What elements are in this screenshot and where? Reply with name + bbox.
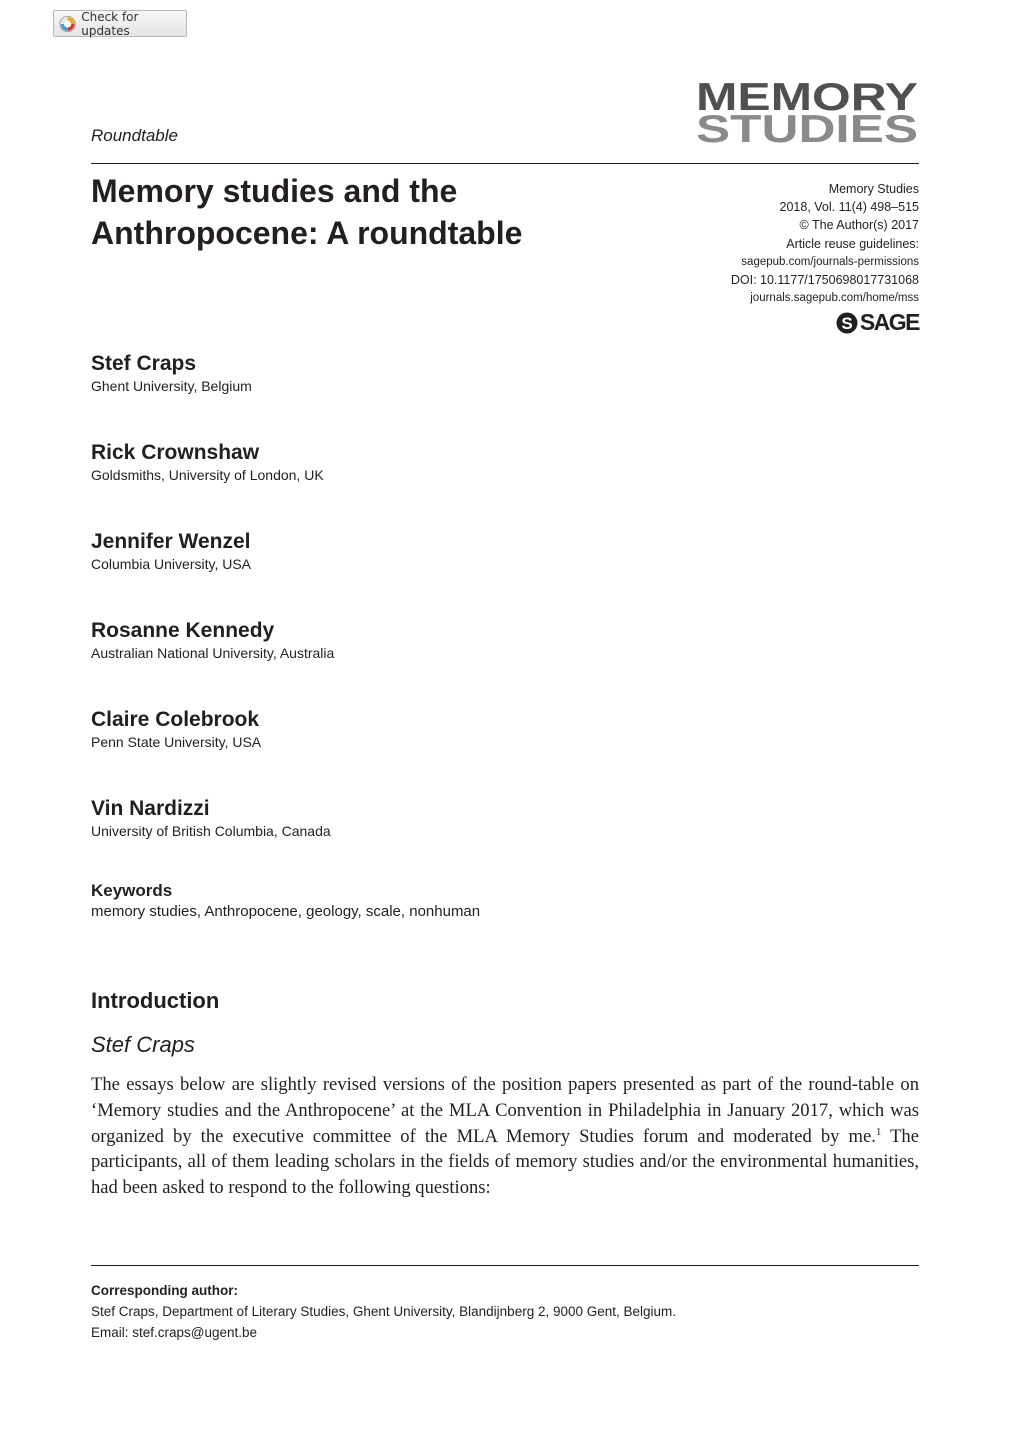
- paragraph-text-cont: The participants, all of them leading scholars in the fields of memory studies and/or the environmental humanities, had been asked to respond to the following questions:: [91, 1125, 919, 1199]
- keywords-heading: Keywords: [91, 881, 173, 900]
- section-heading: Introduction: [91, 988, 220, 1013]
- corresponding-email[interactable]: Email: stef.craps@ugent.be: [91, 1325, 258, 1340]
- header-rule: [91, 163, 919, 164]
- author-block: [91, 440, 691, 484]
- copyright: © The Author(s) 2017: [799, 218, 919, 233]
- author-block: [91, 707, 691, 751]
- author-affiliation: University of British Columbia, Canada: [91, 823, 331, 839]
- author-affiliation: Ghent University, Belgium: [91, 378, 252, 394]
- author-block: [91, 351, 691, 395]
- reuse-guidelines: Article reuse guidelines:: [786, 236, 919, 251]
- journal-name: Memory Studies: [828, 182, 919, 196]
- article-title: [91, 170, 651, 254]
- article-meta: [731, 180, 919, 307]
- corresponding-heading: Corresponding author:: [91, 1283, 238, 1298]
- author-name: Claire Colebrook: [91, 708, 260, 731]
- author-name: Rosanne Kennedy: [91, 619, 275, 642]
- journal-logo: [692, 78, 920, 146]
- section-label: Roundtable: [91, 126, 178, 145]
- doi[interactable]: DOI: 10.1177/1750698017731068: [730, 273, 919, 288]
- author-block: [91, 618, 691, 662]
- volume-info: 2018, Vol. 11(4) 498–515: [779, 200, 919, 215]
- check-for-updates-button[interactable]: [53, 10, 187, 37]
- publisher-name: SAGE: [859, 309, 919, 335]
- permissions-link[interactable]: sagepub.com/journals-permissions: [741, 255, 919, 268]
- corresponding-address: Stef Craps, Department of Literary Studies, Ghent University, Blandijnberg 2, 9000 Gent, Belgium.: [91, 1304, 677, 1319]
- title-line-2: Anthropocene: A roundtable: [91, 215, 523, 251]
- author-affiliation: Penn State University, USA: [91, 734, 262, 750]
- footer-rule: [91, 1265, 919, 1266]
- author-name: Vin Nardizzi: [91, 797, 210, 820]
- title-line-1: Memory studies and the: [91, 173, 458, 209]
- journal-logo-line1: MEMORY: [696, 78, 918, 119]
- keywords-block: [91, 880, 791, 922]
- body-paragraph: [91, 1072, 919, 1201]
- publisher-logo: [836, 309, 919, 336]
- crossmark-icon: [59, 15, 76, 33]
- author-affiliation: Goldsmiths, University of London, UK: [91, 467, 324, 483]
- author-affiliation: Columbia University, USA: [91, 556, 252, 572]
- journal-homepage-link[interactable]: journals.sagepub.com/home/mss: [750, 292, 919, 305]
- svg-text:S: S: [841, 313, 853, 333]
- journal-logo-line2: STUDIES: [696, 108, 918, 146]
- author-block: [91, 529, 691, 573]
- sage-s-icon: [836, 312, 858, 334]
- footnote-marker[interactable]: 1: [875, 1125, 882, 1138]
- section-author: Stef Craps: [91, 1032, 195, 1057]
- author-affiliation: Australian National University, Australia: [91, 645, 335, 661]
- author-name: Jennifer Wenzel: [91, 530, 251, 553]
- keywords-list: memory studies, Anthropocene, geology, scale, nonhuman: [91, 903, 481, 920]
- author-block: [91, 796, 691, 840]
- author-name: Rick Crownshaw: [91, 441, 260, 464]
- corresponding-author: [91, 1280, 919, 1343]
- check-for-updates-label: Check for updates: [81, 9, 139, 38]
- paragraph-text: The essays below are slightly revised versions of the position papers presented as part of the round-table on ‘Memory studies and the Anthropocene’ at the MLA Convention in Philadelphia in January 2017, which was organized by the executive committee of the MLA Memory Studies forum and moderated by me.: [91, 1074, 919, 1147]
- author-name: Stef Craps: [91, 352, 197, 375]
